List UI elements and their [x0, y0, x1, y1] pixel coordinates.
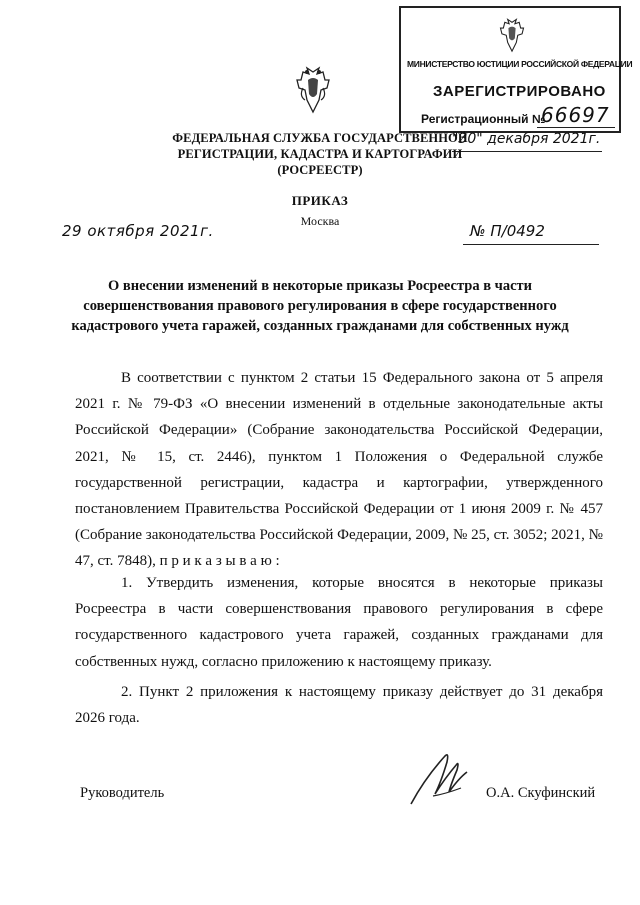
- paragraph-item-2-text: 2. Пункт 2 приложения к настоящему приказу действует до 31 декабря 2026 года.: [75, 684, 603, 727]
- stamp-reg-label: Регистрационный №: [421, 112, 546, 126]
- document-date: 29 октября 2021г.: [62, 222, 214, 240]
- stamp-reg-number: 66697: [541, 103, 610, 127]
- handwritten-signature: [405, 748, 485, 808]
- paragraph-preamble: [75, 365, 603, 575]
- paragraph-item-1: [75, 570, 603, 675]
- coat-of-arms-icon: [293, 66, 333, 116]
- agency-name-line1: ФЕДЕРАЛЬНАЯ СЛУЖБА ГОСУДАРСТВЕННОЙ: [172, 131, 468, 145]
- paragraph-item-2: [75, 679, 603, 731]
- signatory-name: О.А. Скуфинский: [486, 785, 596, 801]
- document-city: Москва: [300, 214, 340, 228]
- signatory-role: Руководитель: [80, 785, 165, 801]
- document-title: О внесении изменений в некоторые приказы Росреестра в части совершенствования правового регулирования в сфере государственного кадастрового учета гаражей, созданных гражданами для собственных нужд: [71, 278, 569, 334]
- document-type: ПРИКАЗ: [291, 193, 349, 208]
- agency-name-line2: РЕГИСТРАЦИИ, КАДАСТРА И КАРТОГРАФИИ: [177, 147, 463, 161]
- number-underline: [463, 244, 599, 245]
- stamp-ministry: МИНИСТЕРСТВО ЮСТИЦИИ РОССИЙСКОЙ ФЕДЕРАЦИИ: [407, 59, 633, 69]
- coat-of-arms-icon: [497, 18, 527, 54]
- registration-stamp: [399, 6, 633, 133]
- paragraph-preamble-text: В соответствии с пунктом 2 статьи 15 Федерального закона от 5 апреля 2021 г. № 79-ФЗ «О внесении изменений в отдельные законодательные акты Российской Федерации» (Собрание законодательства Российской Федерации, 2021, № 15, ст. 2446), пунктом 1 Положения о Федеральной службе государственной регистрации, кадастра и картографии, утвержденного постановлением Правительства Российской Федерации от 1 июня 2009 г. № 457 (Собрание законодательства Российской Федерации, 2009, № 25, ст. 3052; 2021, № 47, ст. 7848), п р и к а з ы в а ю :: [75, 370, 603, 570]
- stamp-date-text: "30" декабря 2021г.: [452, 131, 601, 147]
- document-number: № П/0492: [470, 222, 545, 240]
- stamp-registered: ЗАРЕГИСТРИРОВАНО: [433, 83, 606, 100]
- agency-abbrev: (РОСРЕЕСТР): [277, 163, 363, 177]
- paragraph-item-1-text: 1. Утвердить изменения, которые вносятся в некоторые приказы Росреестра в части совершенствования правового регулирования в сфере государственного кадастрового учета гаражей, созданных гражданами для собственных нужд, согласно приложению к настоящему приказу.: [75, 575, 603, 670]
